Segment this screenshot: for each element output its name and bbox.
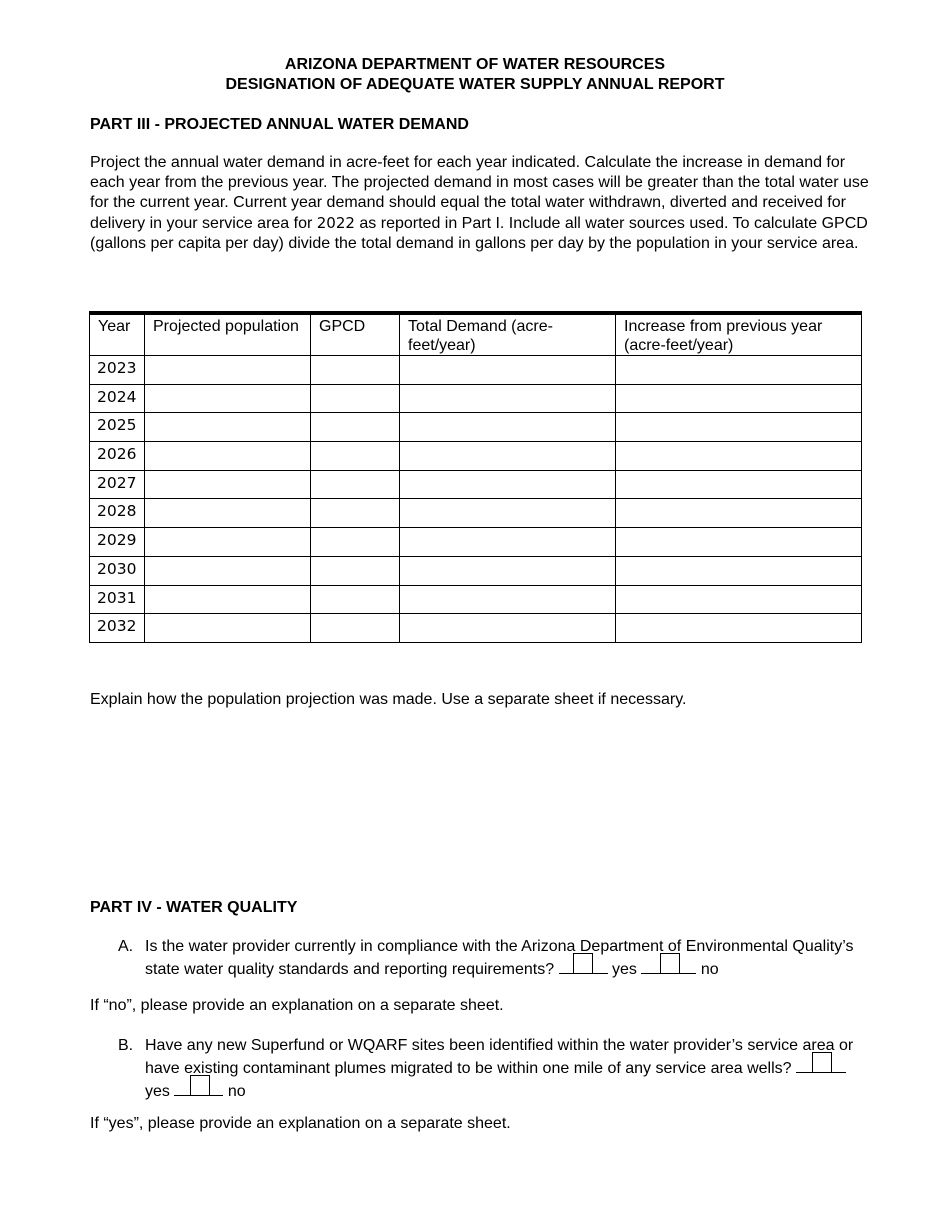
gpcd-cell[interactable] [311,556,400,585]
increase-cell[interactable] [616,614,862,643]
part3-heading: PART III - PROJECTED ANNUAL WATER DEMAND [90,116,469,133]
gpcd-cell[interactable] [311,585,400,614]
compliance-yes-label: yes [612,961,637,978]
gpcd-cell[interactable] [311,499,400,528]
total-demand-cell[interactable] [400,413,616,442]
column-header-projected-population: Projected population [145,313,311,356]
column-header-total-demand: Total Demand (acre-feet/year) [400,313,616,356]
year-cell: 2030 [90,556,145,585]
compliance-yes-blank [559,957,608,974]
total-demand-cell[interactable] [400,556,616,585]
superfund-yes-blank [796,1056,846,1073]
table-row [90,470,862,499]
superfund-yes-checkbox[interactable] [812,1052,832,1073]
question-a-followup: If “no”, please provide an explanation on a separate sheet. [90,997,504,1014]
question-b [118,1036,878,1100]
year-cell: 2032 [90,614,145,643]
year-cell: 2031 [90,585,145,614]
gpcd-cell[interactable] [311,470,400,499]
total-demand-cell[interactable] [400,499,616,528]
table-row [90,556,862,585]
increase-cell[interactable] [616,470,862,499]
question-a-label: A. [118,938,134,955]
increase-cell[interactable] [616,556,862,585]
superfund-no-blank [174,1079,223,1096]
total-demand-cell[interactable] [400,470,616,499]
population-cell[interactable] [145,384,311,413]
population-cell[interactable] [145,442,311,471]
table-row [90,384,862,413]
table-row [90,413,862,442]
question-b-label: B. [118,1037,134,1054]
document-title-line2: DESIGNATION OF ADEQUATE WATER SUPPLY ANNUAL REPORT [225,76,725,93]
population-cell[interactable] [145,413,311,442]
question-b-text: Have any new Superfund or WQARF sites been identified within the water provider’s service area or have existing contaminant plumes migrated to be within one mile of any service area wells? [145,1037,854,1077]
increase-cell[interactable] [616,384,862,413]
year-cell: 2029 [90,528,145,557]
total-demand-cell[interactable] [400,614,616,643]
gpcd-cell[interactable] [311,356,400,385]
superfund-yes-label: yes [145,1083,170,1100]
report-year-field[interactable]: 2022 [316,214,355,232]
part3-instructions [90,153,870,254]
population-projection-prompt: Explain how the population projection was made. Use a separate sheet if necessary. [90,691,687,708]
table-row [90,499,862,528]
projected-demand-table [89,311,862,643]
compliance-no-blank [641,957,696,974]
increase-cell[interactable] [616,528,862,557]
gpcd-cell[interactable] [311,413,400,442]
year-cell: 2024 [90,384,145,413]
total-demand-cell[interactable] [400,528,616,557]
population-cell[interactable] [145,585,311,614]
superfund-no-checkbox[interactable] [190,1075,210,1096]
instructions-text-a: Project the annual water demand in acre-feet for each year indicated. Calculate the increase in demand for each year from the previous year. The projected demand in most cases will be greater than the total water use for the current year. Current year demand should equal the total water withdrawn, diverted and received for delivery in your service area for [90,154,869,232]
instructions-text-b: as reported in Part I. Include all water sources used. To calculate GPCD (gallons per capita per day) divide the total demand in gallons per day by the population in your service area. [90,215,868,252]
population-cell[interactable] [145,556,311,585]
year-cell: 2023 [90,356,145,385]
table-row [90,528,862,557]
increase-cell[interactable] [616,356,862,385]
gpcd-cell[interactable] [311,384,400,413]
table-row [90,585,862,614]
increase-cell[interactable] [616,499,862,528]
total-demand-cell[interactable] [400,384,616,413]
population-cell[interactable] [145,614,311,643]
table-row [90,614,862,643]
year-cell: 2028 [90,499,145,528]
column-header-year: Year [90,313,145,356]
compliance-no-label: no [700,961,719,978]
population-cell[interactable] [145,356,311,385]
compliance-no-checkbox[interactable] [660,953,680,974]
increase-cell[interactable] [616,585,862,614]
gpcd-cell[interactable] [311,614,400,643]
question-b-followup: If “yes”, please provide an explanation on a separate sheet. [90,1115,511,1132]
question-b-body [145,1036,875,1102]
question-a [118,937,878,977]
document-title-line1: ARIZONA DEPARTMENT OF WATER RESOURCES [284,56,666,73]
question-a-text: Is the water provider currently in compliance with the Arizona Department of Environmental Quality’s state water quality standards and reporting requirements? [145,938,854,978]
column-header-gpcd: GPCD [311,313,400,356]
population-cell[interactable] [145,470,311,499]
total-demand-cell[interactable] [400,442,616,471]
gpcd-cell[interactable] [311,442,400,471]
year-cell: 2027 [90,470,145,499]
part4-heading: PART IV - WATER QUALITY [90,899,298,916]
compliance-yes-checkbox[interactable] [573,953,593,974]
population-cell[interactable] [145,528,311,557]
table-row [90,356,862,385]
population-cell[interactable] [145,499,311,528]
total-demand-cell[interactable] [400,585,616,614]
total-demand-cell[interactable] [400,356,616,385]
year-cell: 2025 [90,413,145,442]
superfund-no-label: no [227,1083,246,1100]
increase-cell[interactable] [616,413,862,442]
table-row [90,442,862,471]
question-a-body [145,937,875,980]
increase-cell[interactable] [616,442,862,471]
column-header-increase: Increase from previous year (acre-feet/year) [616,313,862,356]
year-cell: 2026 [90,442,145,471]
gpcd-cell[interactable] [311,528,400,557]
